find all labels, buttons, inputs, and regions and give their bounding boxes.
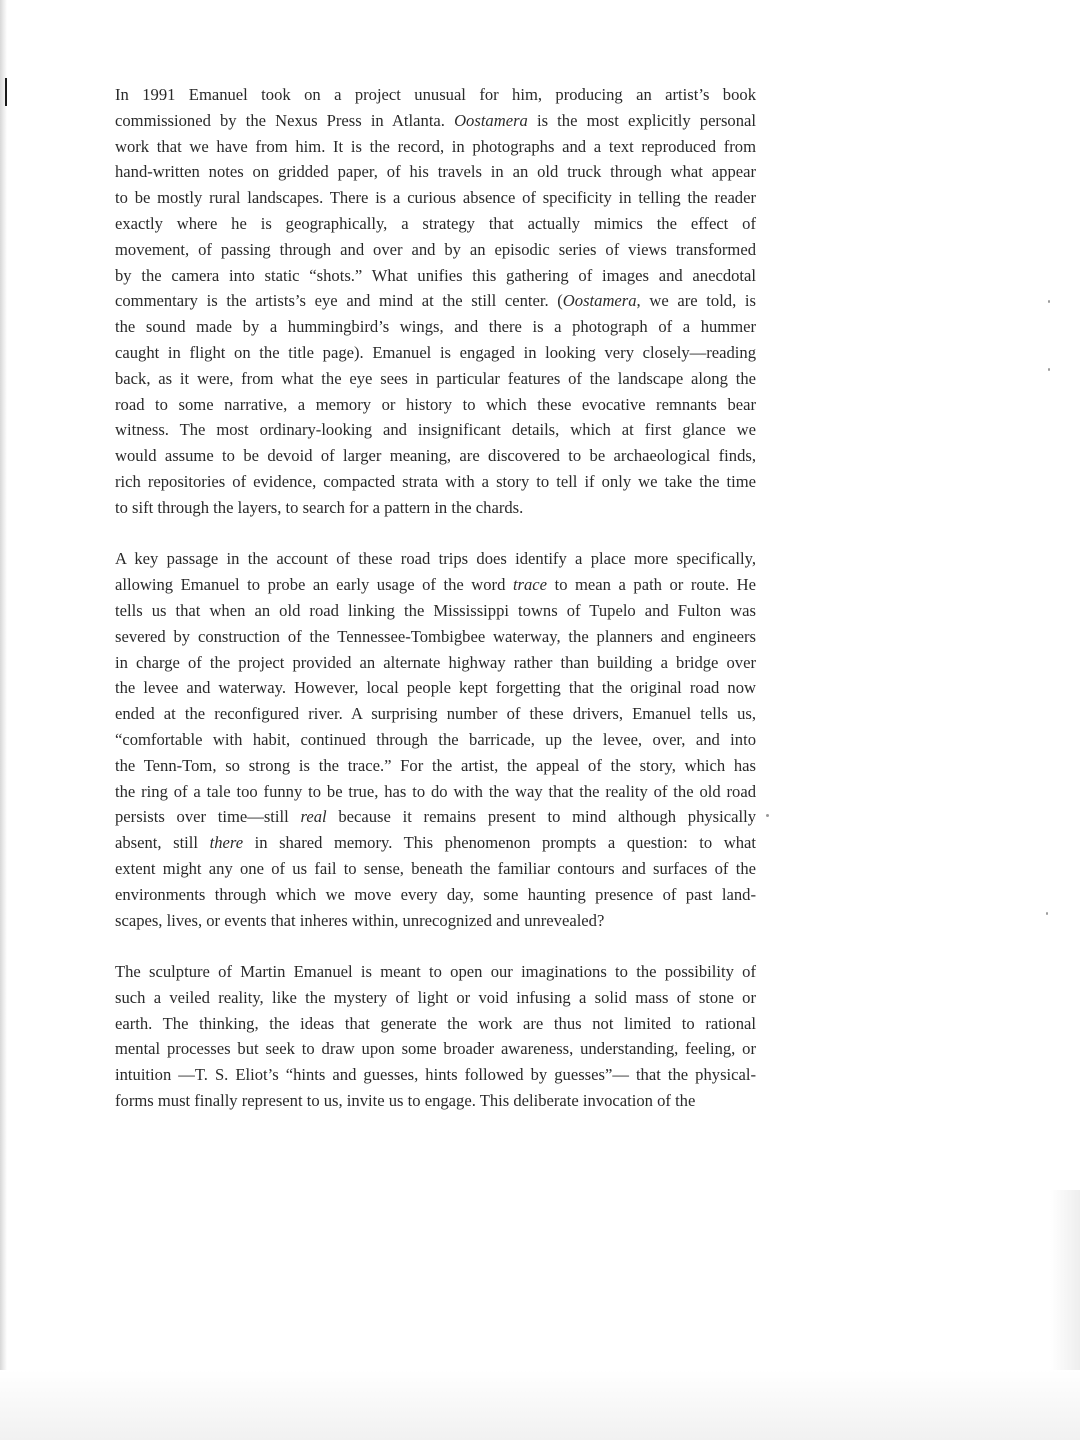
text-line [115,959,756,985]
scan-speck [766,814,769,817]
text-run: in shared memory. This phenomenon prompts a question: to what [243,833,756,853]
text-run: In 1991 Emanuel took on a project unusual for him, producing an artist’s book [115,85,756,104]
text-run: work that we have from him. It is the record, in photographs and a text reproduced from [115,136,756,156]
text-run: severed by construction of the Tennessee-Tombigbee waterway, the planners and engineers [115,626,756,646]
text-run: allowing Emanuel to probe an early usage of the word [115,575,513,595]
text-run: to be mostly rural landscapes. There is a curious absence of specificity in telling the reader [115,188,756,208]
paragraph [115,82,756,521]
text-line [115,572,756,598]
scan-speck [1048,300,1050,303]
text-line [115,237,756,263]
text-run: by the camera into static “shots.” What unifies this gathering of images and anecdotal [115,265,756,285]
text-run: back, as it were, from what the eye sees in particular features of the landscape along the [115,368,756,388]
text-run: is the most explicitly personal [527,110,756,130]
italic-text: Oostamera [562,291,637,311]
text-run: environments through which we move every day, some haunting presence of past land- [115,884,756,904]
text-line [115,314,756,340]
text-line [115,392,756,418]
text-line [115,727,756,753]
text-run: , we are told, is [636,291,756,311]
text-line [115,882,756,908]
text-line [115,753,756,779]
text-run: the ring of a tale too funny to be true, has to do with the way that the reality of the old road [115,781,756,801]
text-line [115,108,756,134]
text-line [115,417,756,443]
text-run: the Tenn-Tom, so strong is the trace.” For the artist, the appeal of the story, which has [115,755,756,775]
paragraph [115,546,756,933]
text-line [115,908,756,934]
text-line [115,82,756,108]
margin-rule [5,78,7,106]
text-line [115,830,756,856]
text-line [115,985,756,1011]
text-run: to mean a path or route. He [547,575,757,595]
text-line [115,650,756,676]
text-line [115,624,756,650]
text-line [115,804,756,830]
scan-bottom-shadow [0,1370,1080,1440]
text-line [115,185,756,211]
text-run: earth. The thinking, the ideas that generate the work are thus not limited to rational [115,1013,756,1033]
text-run: movement, of passing through and over and by an episodic series of views transformed [115,239,756,259]
text-line [115,1011,756,1037]
paragraph [115,959,756,1114]
text-run: persists over time—still [115,807,301,827]
text-run: A key passage in the account of these road trips does identify a place more specifically, [115,549,756,569]
text-line [115,263,756,289]
scan-edge-shadow [0,0,7,1440]
text-line [115,701,756,727]
text-line [115,366,756,392]
text-run: ended at the reconfigured river. A surprising number of these drivers, Emanuel tells us, [115,704,756,724]
text-run: hand-written notes on gridded paper, of his travels in an old truck through what appear [115,162,756,182]
text-run: because it remains present to mind although physically [326,807,756,827]
text-line [115,1062,756,1088]
text-run: road to some narrative, a memory or history to which these evocative remnants bear [115,394,756,414]
italic-text: trace [512,575,548,595]
text-run: would assume to be devoid of larger meaning, are discovered to be archaeological finds, [115,446,756,466]
text-run: caught in flight on the title page). Emanuel is engaged in looking very closely—reading [115,342,756,362]
text-line [115,211,756,237]
text-run: commentary is the artists’s eye and mind at the still center. ( [115,291,563,311]
italic-text: real [300,807,327,827]
text-run: “comfortable with habit, continued through the barricade, up the levee, over, and into [115,729,756,749]
text-run: The sculpture of Martin Emanuel is meant to open our imaginations to the possibility of [115,962,756,982]
text-line [115,675,756,701]
text-run: rich repositories of evidence, compacted strata with a story to tell if only we take the time [115,471,756,491]
italic-text: Oostamera [454,110,528,130]
text-line [115,1036,756,1062]
text-run: extent might any one of us fail to sense, beneath the familiar contours and surfaces of the [115,858,756,878]
italic-text: there [209,833,244,853]
text-line [115,546,756,572]
text-run: such a veiled reality, like the mystery of light or void infusing a solid mass of stone or [115,987,756,1007]
scan-speck [1046,912,1048,915]
text-line [115,779,756,805]
text-line [115,469,756,495]
text-run: tells us that when an old road linking the Mississippi towns of Tupelo and Fulton was [115,600,756,620]
text-run: the sound made by a hummingbird’s wings, and there is a photograph of a hummer [115,317,756,337]
text-run: commissioned by the Nexus Press in Atlanta. [115,110,455,130]
text-line [115,495,756,521]
text-line [115,443,756,469]
text-line [115,598,756,624]
text-run: absent, still [115,833,210,853]
text-run: the levee and waterway. However, local people kept forgetting that the original road now [115,678,756,698]
essay-text [115,82,756,1140]
text-run: intuition —T. S. Eliot’s “hints and guesses, hints followed by guesses”— that the physical- [115,1065,756,1085]
text-line [115,340,756,366]
text-line [115,134,756,160]
text-run: forms must finally represent to us, invite us to engage. This deliberate invocation of the [115,1091,696,1111]
text-run: in charge of the project provided an alternate highway rather than building a bridge over [115,652,756,672]
text-run: mental processes but seek to draw upon some broader awareness, understanding, feeling, or [115,1039,756,1059]
text-line [115,288,756,314]
text-line [115,159,756,185]
text-run: witness. The most ordinary-looking and insignificant details, which at first glance we [115,420,756,440]
scan-speck [1048,368,1050,371]
text-run: scapes, lives, or events that inheres within, unrecognized and unrevealed? [115,910,605,930]
text-run: exactly where he is geographically, a strategy that actually mimics the effect of [115,213,756,233]
text-line [115,1088,756,1114]
text-run: to sift through the layers, to search for a pattern in the chards. [115,497,524,517]
text-line [115,856,756,882]
